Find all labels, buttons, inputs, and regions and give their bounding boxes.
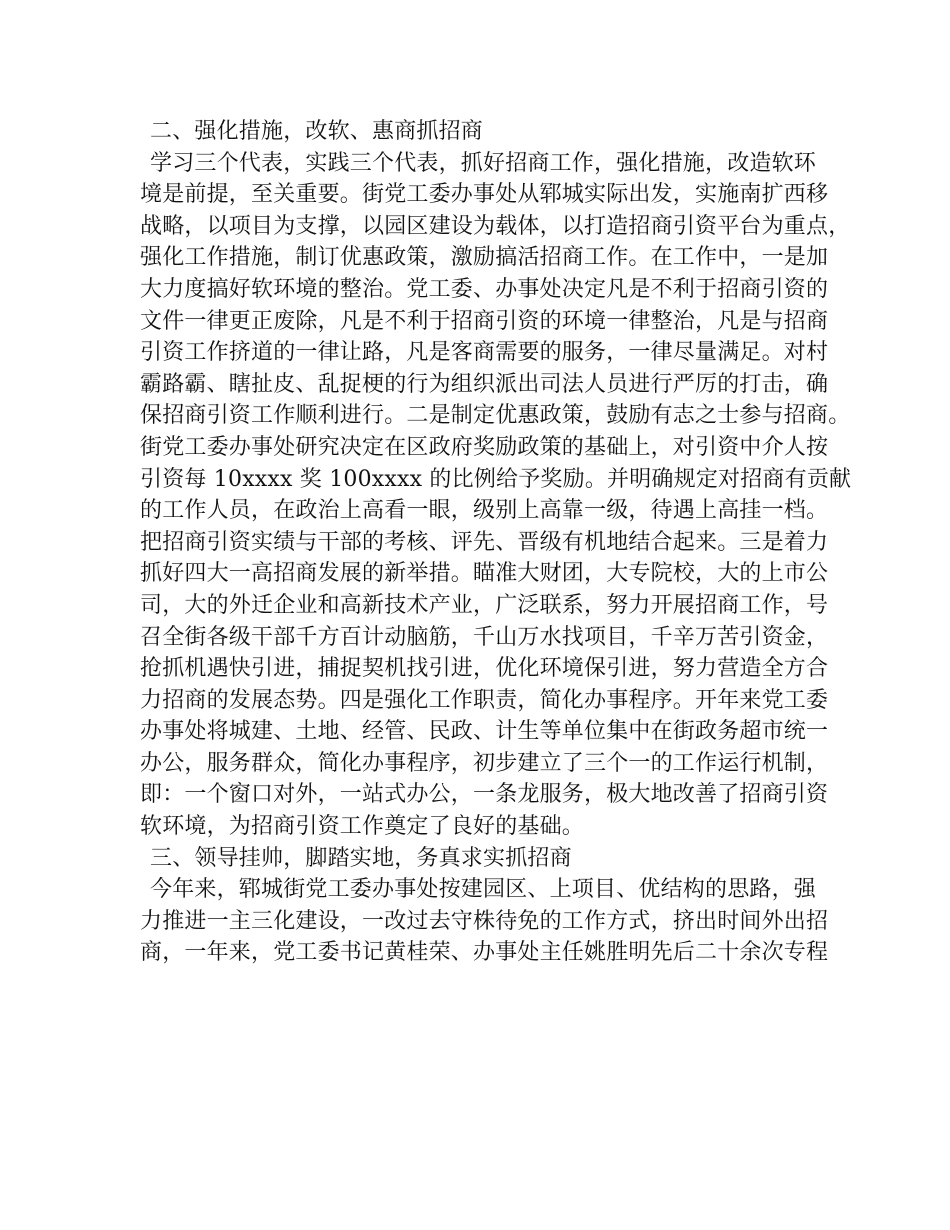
paragraph-line: 文件一律更正废除，凡是不利于招商引资的环境一律整治，凡是与招商	[140, 308, 829, 334]
paragraph-line: 战略，以项目为支撑，以园区建设为载体，以打造招商引资平台为重点，	[140, 213, 851, 239]
paragraph-line: 抢抓机遇快引进，捕捉契机找引进，优化环境保引进，努力营造全方合	[140, 656, 829, 682]
paragraph-line: 街党工委办事处研究决定在区政府奖励政策的基础上，对引资中介人按	[140, 434, 829, 460]
paragraph-line: 办事处将城建、土地、经管、民政、计生等单位集中在街政务超市统一	[140, 719, 829, 745]
paragraph-line: 大力度搞好软环境的整治。党工委、办事处决定凡是不利于招商引资的	[140, 276, 829, 302]
paragraph-line: 司，大的外迁企业和高新技术产业，广泛联系，努力开展招商工作，号	[140, 592, 829, 618]
paragraph-line: 即：一个窗口对外，一站式办公，一条龙服务，极大地改善了招商引资	[140, 782, 829, 808]
paragraph-line: 引资工作挤道的一律让路，凡是客商需要的服务，一律尽量满足。对村	[140, 340, 829, 366]
paragraph-line: 力招商的发展态势。四是强化工作职责，简化办事程序。开年来党工委	[140, 687, 829, 713]
section-heading-2: 二、强化措施，改软、惠商抓招商	[150, 119, 484, 144]
section-heading-3: 三、领导挂帅，脚踏实地，务真求实抓招商	[150, 845, 572, 871]
paragraph-line: 强化工作措施，制订优惠政策，激励搞活招商工作。在工作中，一是加	[140, 245, 829, 271]
paragraph-line: 软环境，为招商引资工作奠定了良好的基础。	[140, 814, 585, 840]
paragraph-line: 境是前提，至关重要。街党工委办事处从郓城实际出发，实施南扩西移	[140, 182, 829, 208]
paragraph-line: 今年来，郓城街党工委办事处按建园区、上项目、优结构的思路，强	[150, 877, 817, 903]
document-body	[140, 116, 852, 969]
paragraph-line: 抓好四大一高招商发展的新举措。瞄准大财团，大专院校，大的上市公	[140, 561, 829, 587]
paragraph-line: 引资每 10xxxx 奖 100xxxx 的比例给予奖励。并明确规定对招商有贡献	[140, 466, 852, 492]
paragraph-line: 把招商引资实绩与干部的考核、评先、晋级有机地结合起来。三是着力	[140, 529, 829, 555]
paragraph-line: 召全街各级干部千方百计动脑筋，千山万水找项目，千辛万苦引资金，	[140, 624, 829, 650]
paragraph-line: 商，一年来，党工委书记黄桂荣、办事处主任姚胜明先后二十余次专程	[140, 940, 829, 966]
paragraph-line: 办公，服务群众，简化办事程序，初步建立了三个一的工作运行机制，	[140, 750, 829, 776]
paragraph-line: 力推进一主三化建设，一改过去守株待免的工作方式，挤出时间外出招	[140, 908, 829, 934]
paragraph-line: 学习三个代表，实践三个代表，抓好招商工作，强化措施，改造软环	[150, 150, 817, 176]
paragraph-line: 霸路霸、瞎扯皮、乱捉梗的行为组织派出司法人员进行严厉的打击，确	[140, 371, 829, 397]
paragraph-line: 的工作人员，在政治上高看一眼，级别上高靠一级，待遇上高挂一档。	[140, 498, 829, 524]
paragraph-line: 保招商引资工作顺利进行。二是制定优惠政策，鼓励有志之士参与招商。	[140, 403, 851, 429]
